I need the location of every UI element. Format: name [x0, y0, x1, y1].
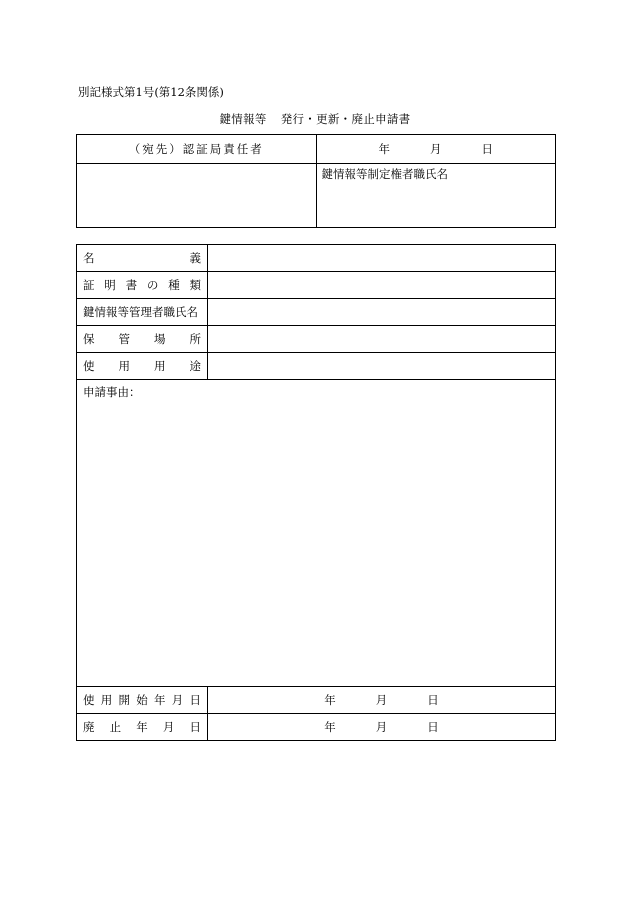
row-start-date [77, 687, 556, 714]
name-label-char: 義 [189, 251, 201, 265]
storage-label-char: 所 [189, 332, 201, 346]
storage-field[interactable] [208, 326, 556, 353]
end-date-year: 年 [324, 720, 336, 734]
row-name [77, 245, 556, 272]
row-reason [77, 380, 556, 687]
end-date-label-char: 日 [189, 720, 201, 734]
start-date-label-char: 用 [100, 693, 113, 707]
form-title-part2: 発行・更新・廃止申請書 [280, 112, 411, 126]
form-title [0, 111, 630, 127]
end-date-field[interactable] [208, 714, 556, 741]
end-date-label-char: 廃 [83, 720, 95, 734]
storage-label [77, 326, 208, 353]
start-date-label-char: 日 [189, 693, 201, 707]
usage-label-char: 用 [118, 359, 130, 373]
row-key-manager [77, 299, 556, 326]
end-date-day: 日 [427, 720, 439, 734]
usage-label-char: 途 [189, 359, 201, 373]
end-date-label-char: 止 [109, 720, 122, 734]
name-label-char: 名 [83, 251, 95, 265]
cert-type-label-char: 種 [168, 278, 180, 292]
addressee-cell: （宛先）認証局責任者 [77, 135, 317, 164]
start-date-year: 年 [324, 693, 336, 707]
header-table [76, 134, 556, 228]
reason-field[interactable] [77, 380, 556, 687]
start-date-label-char: 月 [171, 693, 184, 707]
usage-label-char: 使 [83, 359, 95, 373]
cert-type-label-char: 類 [189, 278, 201, 292]
start-date-label-char: 開 [118, 693, 130, 707]
storage-label-char: 場 [154, 332, 166, 346]
form-title-part1: 鍵情報等 [219, 112, 267, 126]
start-date-label-char: 年 [154, 693, 166, 707]
start-date-label-char: 始 [136, 693, 148, 707]
cert-type-label-char: の [146, 278, 159, 292]
start-date-label [77, 687, 208, 714]
approver-name-label: 鍵情報等制定権者職氏名 [321, 167, 448, 181]
usage-label [77, 353, 208, 380]
row-usage [77, 353, 556, 380]
form-number: 別記様式第1号(第12条関係) [78, 85, 224, 99]
key-manager-label-text: 鍵情報等管理者職氏名 [83, 305, 198, 319]
request-date-month: 月 [430, 142, 442, 156]
row-end-date [77, 714, 556, 741]
reason-label: 申請事由： [83, 385, 141, 399]
key-manager-label [77, 299, 208, 326]
end-date-label-char: 年 [136, 720, 148, 734]
name-label [77, 245, 208, 272]
approver-name-cell[interactable] [316, 164, 556, 228]
end-date-label-char: 月 [162, 720, 175, 734]
start-date-day: 日 [427, 693, 439, 707]
addressee-blank-cell [77, 164, 317, 228]
end-date-label [77, 714, 208, 741]
row-cert-type [77, 272, 556, 299]
usage-label-char: 用 [154, 359, 166, 373]
storage-label-char: 保 [83, 332, 95, 346]
key-manager-field[interactable] [208, 299, 556, 326]
name-field[interactable] [208, 245, 556, 272]
application-table [76, 244, 556, 741]
usage-field[interactable] [208, 353, 556, 380]
start-date-label-char: 使 [83, 693, 95, 707]
cert-type-label-char: 明 [104, 278, 116, 292]
request-date-year: 年 [378, 142, 390, 156]
start-date-field[interactable] [208, 687, 556, 714]
end-date-month: 月 [375, 720, 388, 734]
cert-type-label-char: 証 [83, 278, 95, 292]
request-date-day: 日 [481, 142, 493, 156]
cert-type-label [77, 272, 208, 299]
request-date-cell[interactable] [316, 135, 556, 164]
cert-type-field[interactable] [208, 272, 556, 299]
row-storage [77, 326, 556, 353]
cert-type-label-char: 書 [125, 278, 138, 292]
storage-label-char: 管 [118, 332, 130, 346]
start-date-month: 月 [375, 693, 388, 707]
